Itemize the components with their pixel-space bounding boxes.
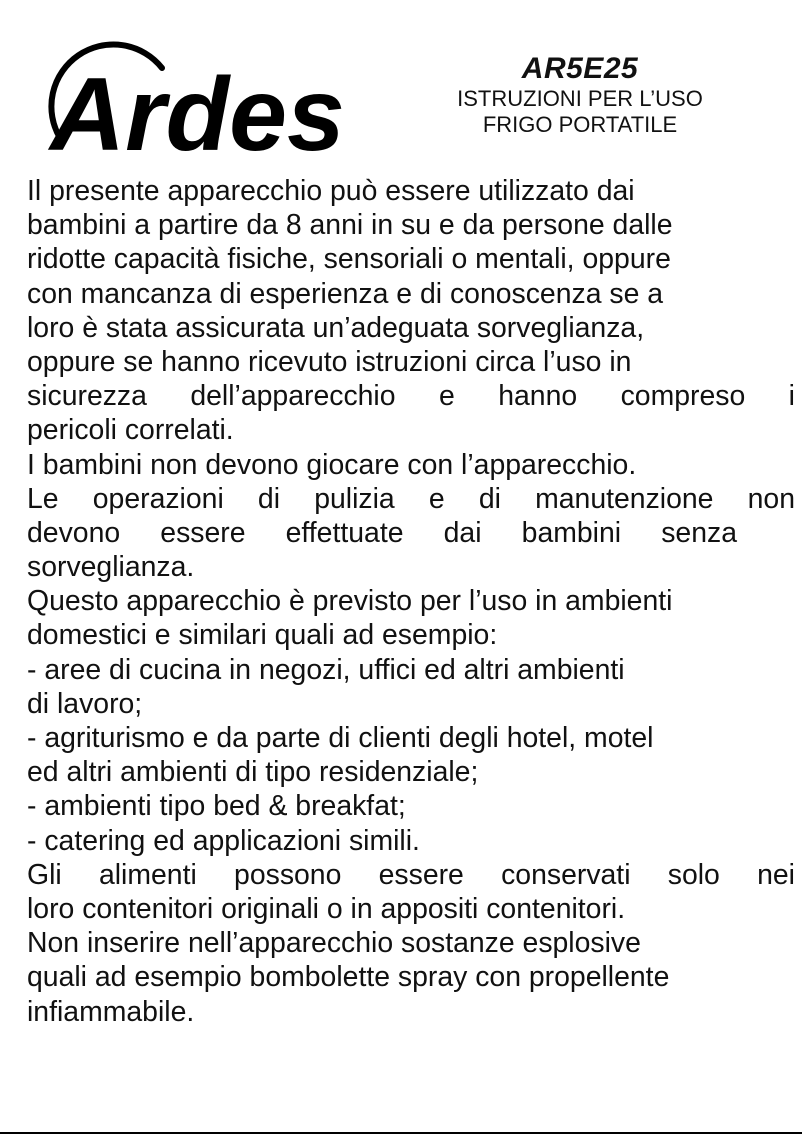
text-line: loro contenitori originali o in appositi contenitori.	[27, 892, 626, 925]
text-line: - catering ed applicazioni simili.	[27, 824, 420, 857]
text-line: devono essere effettuate dai bambini senza	[27, 516, 737, 549]
text-line: - ambienti tipo bed & breakfat;	[27, 790, 406, 823]
model-number: AR5E25	[521, 52, 639, 85]
ardes-logo	[30, 30, 350, 160]
text-line: domestici e similari quali ad esempio:	[27, 619, 498, 652]
text-line: I bambini non devono giocare con l’apparecchio.	[27, 448, 637, 481]
text-line: sicurezza dell’apparecchio e hanno compreso i	[27, 380, 795, 413]
text-line: ridotte capacità fisiche, sensoriali o mentali, oppure	[27, 243, 671, 276]
logo-wordmark: Ardes	[50, 57, 345, 160]
text-line: infiammabile.	[27, 995, 195, 1028]
text-line: quali ad esempio bombolette spray con propellente	[27, 961, 670, 994]
text-line: Non inserire nell’apparecchio sostanze esplosive	[27, 927, 641, 960]
text-line: - agriturismo e da parte di clienti degli hotel, motel	[27, 722, 654, 754]
text-line: sorveglianza.	[27, 551, 195, 584]
text-line: Il presente apparecchio può essere utilizzato dai	[27, 175, 635, 207]
text-line: oppure se hanno ricevuto istruzioni circa l’uso in	[27, 345, 632, 378]
text-line: loro è stata assicurata un’adeguata sorveglianza,	[27, 311, 645, 344]
product-type: FRIGO PORTATILE	[482, 112, 678, 137]
safety-instructions	[27, 174, 802, 1029]
text-line: pericoli correlati.	[27, 414, 234, 447]
text-line: ed altri ambienti di tipo residenziale;	[27, 756, 479, 789]
page-bottom-rule	[0, 1132, 802, 1134]
text-line: Questo apparecchio è previsto per l’uso in ambienti	[27, 585, 673, 618]
text-line: Gli alimenti possono essere conservati solo nei	[27, 858, 795, 891]
text-line: bambini a partire da 8 anni in su e da persone dalle	[27, 209, 673, 242]
text-line: - aree di cucina in negozi, uffici ed altri ambienti	[27, 653, 625, 686]
ardes-logo-mark	[30, 30, 350, 160]
instructions-title: ISTRUZIONI PER L’USO	[457, 86, 703, 111]
text-line: Le operazioni di pulizia e di manutenzione non	[27, 482, 795, 515]
text-line: con mancanza di esperienza e di conoscenza se a	[27, 277, 664, 310]
text-line: di lavoro;	[27, 687, 143, 720]
document-header	[420, 52, 740, 138]
